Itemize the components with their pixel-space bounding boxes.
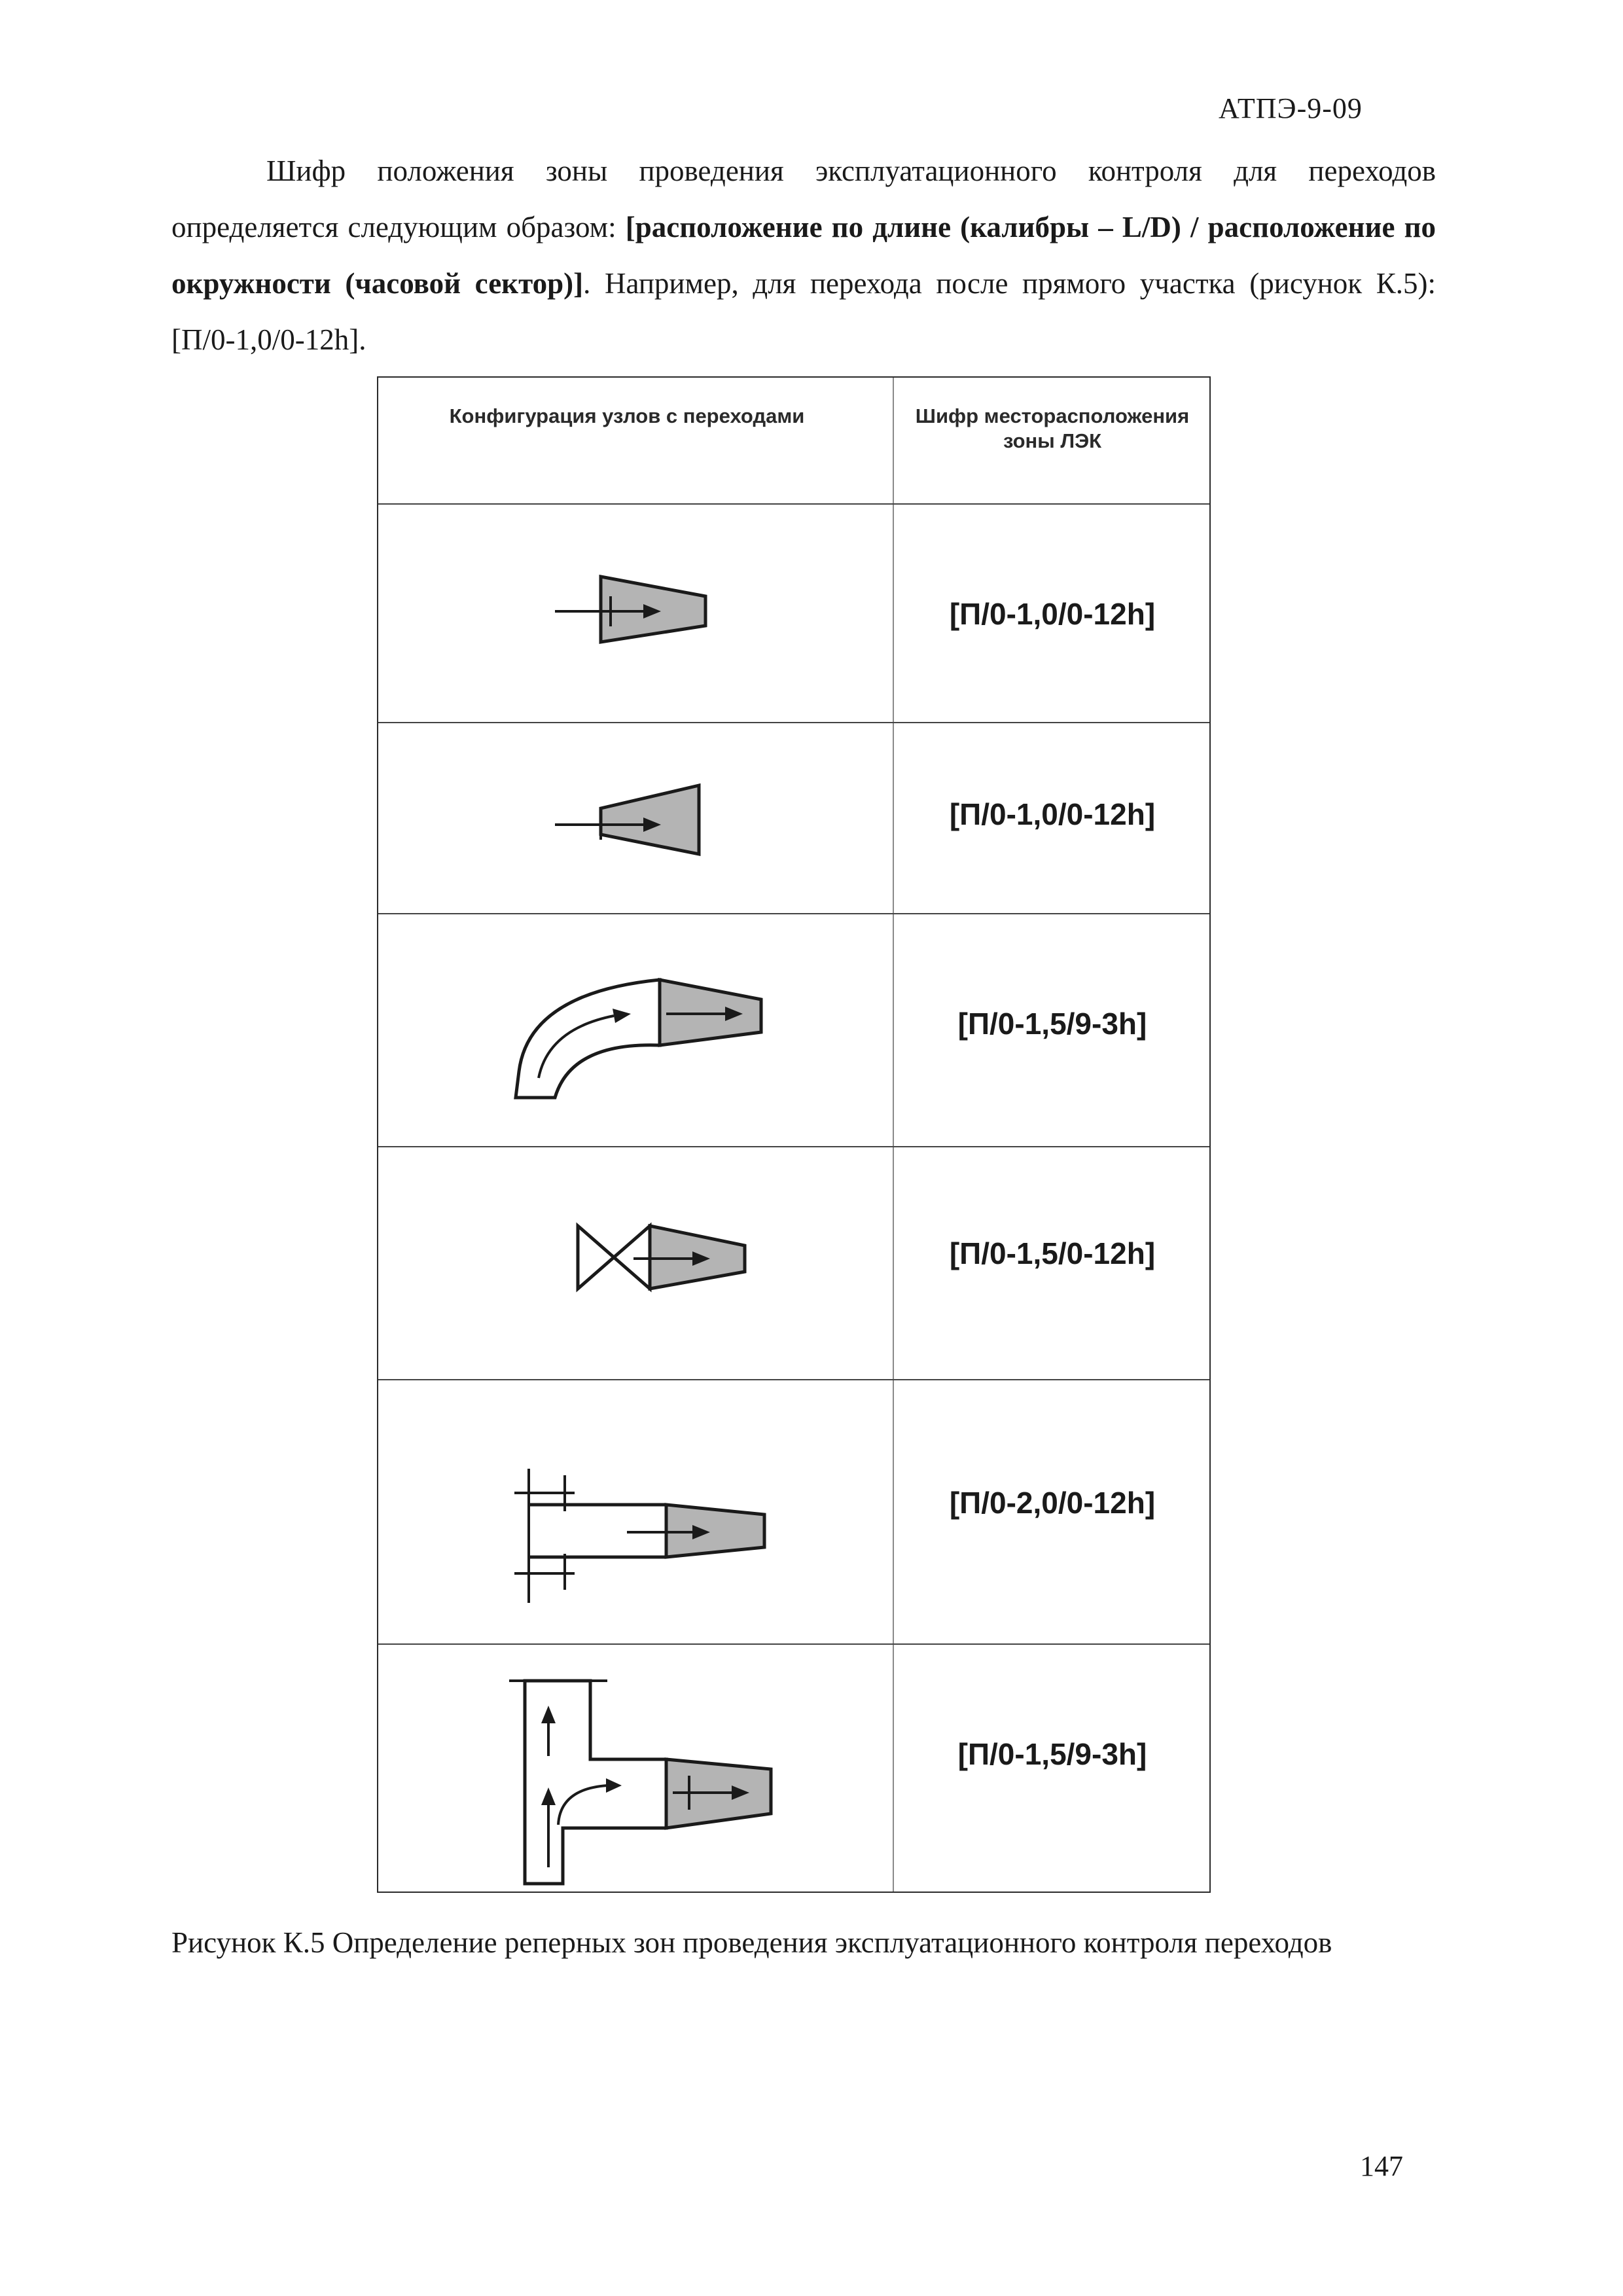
column-header-code: Шифр месторасположения зоны ЛЭК [915,404,1190,452]
paragraph-tail: . Например, для перехода после прямого участка (рисунок К.5): [П/0-1,0/0-12h]. [171,267,1436,356]
document-code: АТПЭ-9-09 [1219,92,1363,124]
zone-code: [П/0-1,0/0-12h] [949,597,1156,631]
reducer-after-flange-icon [418,1413,863,1609]
figure-caption: Рисунок К.5 Определение реперных зон проведения эксплуатационного контроля переходов [171,1926,1332,1959]
zone-code: [П/0-2,0/0-12h] [949,1486,1156,1520]
zone-code: [П/0-1,5/0-12h] [949,1236,1156,1270]
reducer-after-valve-icon [418,1200,863,1318]
column-header-configuration: Конфигурация узлов с переходами [449,404,805,427]
table-row [378,1146,1209,1379]
paragraph-bold-formula: [расположение по длине (калибры – L/D) / расположение по окружности (часовой сектор)] [171,211,1436,300]
table-row [378,1379,1209,1643]
zone-code: [П/0-1,5/9-3h] [957,1007,1147,1041]
table-row [378,1643,1209,1894]
table-row [378,913,1209,1146]
paragraph-lead: Шифр положения зоны проведения эксплуатационного контроля для переходов определяется следующим образом: [171,154,1436,243]
transition-zone-table [377,376,1211,1893]
zone-code: [П/0-1,0/0-12h] [949,797,1156,831]
page-number: 147 [1360,2150,1403,2182]
reducer-after-tee-icon [418,1651,863,1893]
reducer-after-straight-icon [418,544,863,675]
intro-paragraph [171,143,1436,368]
reducer-after-bend-icon [418,947,863,1117]
zone-code: [П/0-1,5/9-3h] [957,1737,1147,1771]
table-row [378,503,1209,722]
table-row [378,722,1209,913]
reducer-short-straight-icon [418,756,863,887]
